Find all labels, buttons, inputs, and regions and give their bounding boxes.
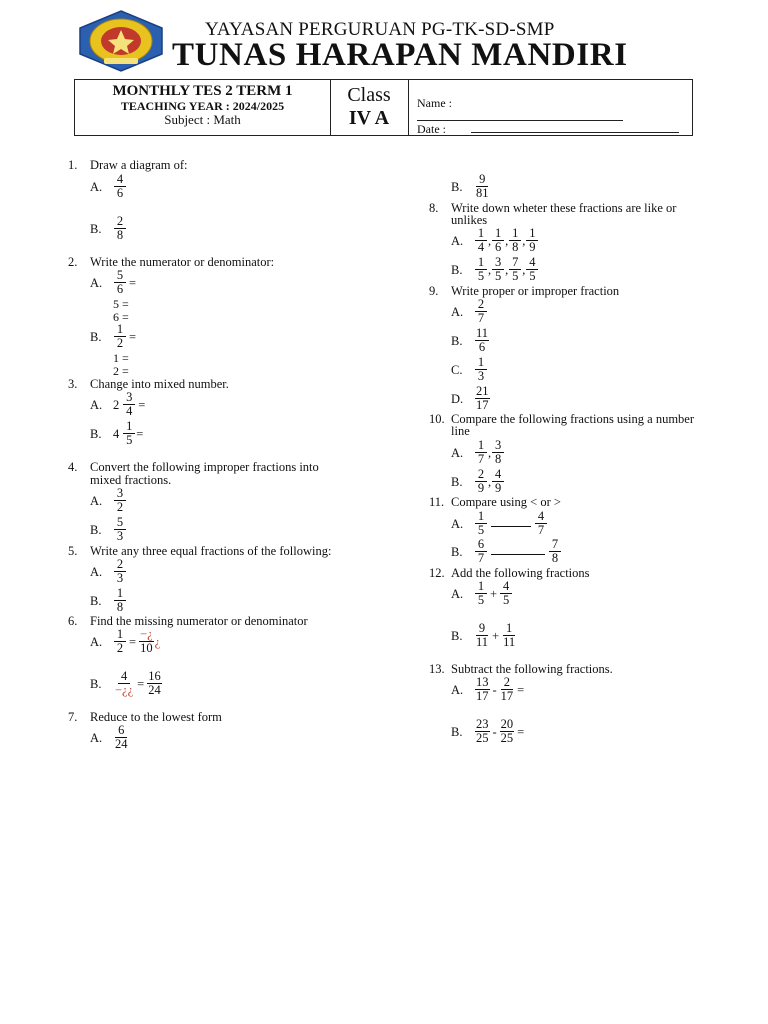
school-logo — [78, 10, 164, 72]
exam-info-table — [74, 79, 693, 136]
option-13b: B. $\frac{23}{25}$ - $\frac{20}{25}$ = — [451, 717, 525, 745]
fraction: $\frac{1}{3}$ — [475, 356, 487, 383]
question-text: Subtract the following fractions. — [451, 662, 613, 676]
option-9d: D. $\frac{21}{17}$ — [451, 384, 489, 412]
name-label: Name : — [417, 96, 452, 110]
answer-blank[interactable] — [491, 526, 531, 527]
foundation-name: YAYASAN PERGURUAN PG-TK-SD-SMP — [205, 19, 555, 40]
option-8b: B. $\frac{1}{5}$ , $\frac{3}{5}$ , $\frac{7}{5}$ , $\frac{4}{5}$ — [451, 256, 539, 283]
question-number: 1. — [68, 158, 78, 172]
fraction: $\frac{2}{17}$ — [500, 675, 514, 703]
class-value: IV A — [348, 107, 390, 129]
fraction: $\frac{1}{11}$ — [503, 621, 516, 649]
fraction: $\frac{2}{7}$ — [475, 298, 487, 325]
option-2b: B. $\frac{1}{2}$ = — [90, 322, 137, 350]
option-11a: A. $\frac{1}{5}$ $\frac{4}{7}$ — [451, 510, 548, 537]
option-10b: B. $\frac{2}{9}$ , $\frac{4}{9}$ — [451, 468, 505, 495]
fraction: $\frac{1}{6}$ — [492, 227, 504, 254]
question-text: Find the missing numerator or denominator — [90, 614, 308, 628]
fraction: $\frac{9}{81}$ — [476, 172, 489, 200]
option-4b: B. $\frac{5}{3}$ — [90, 516, 127, 543]
question-text: line — [451, 424, 470, 438]
subject: Subject : Math — [164, 112, 241, 127]
numerator-answer-line: 1 = — [113, 351, 129, 365]
test-title: MONTHLY TES 2 TERM 1 — [112, 83, 293, 99]
denominator-answer-line: 6 = — [113, 310, 129, 324]
fraction: $\frac{1}{8}$ — [509, 227, 521, 254]
name-field[interactable] — [417, 120, 623, 121]
question-text: mixed fractions. — [90, 473, 172, 487]
school-name: TUNAS HARAPAN MANDIRI — [172, 37, 628, 73]
fraction: $\frac{2}{3}$ — [114, 558, 126, 585]
option-5b: B. $\frac{1}{8}$ — [90, 587, 127, 614]
class-cell — [330, 80, 409, 135]
question-text: Write proper or improper fraction — [451, 284, 620, 298]
fraction: $\frac{4}{5}$ — [526, 256, 538, 283]
fraction: $\frac{16}{24}$ — [148, 669, 161, 697]
option-7b: B. $\frac{9}{81}$ — [451, 172, 489, 200]
option-3a: A. 2 $\frac{3}{4}$ = — [90, 390, 146, 418]
denominator-answer-line: 2 = — [113, 364, 129, 378]
question-text: Draw a diagram of: — [90, 158, 188, 172]
fraction: $\frac{3}{2}$ — [114, 487, 126, 514]
fraction: $\frac{3}{8}$ — [492, 439, 504, 466]
option-12a: A. $\frac{1}{5}$ + $\frac{4}{5}$ — [451, 580, 513, 607]
fraction: $\frac{1}{2}$ — [114, 323, 126, 350]
fraction: $\frac{13}{17}$ — [476, 675, 489, 703]
class-label: Class — [347, 84, 391, 106]
date-field[interactable] — [471, 132, 679, 133]
fraction: $\frac{11}{6}$ — [476, 326, 489, 354]
fraction: $\frac{5}{3}$ — [114, 516, 126, 543]
option-7a: A. $\frac{6}{24}$ — [90, 723, 128, 751]
fraction: $\frac{4}{6}$ — [114, 173, 126, 200]
fraction-missing-denominator: $\frac{4}{-¿¿}$ — [115, 669, 134, 697]
answer-blank[interactable] — [491, 554, 545, 555]
fraction: $\frac{1}{2}$ — [114, 628, 126, 655]
question-text: Compare using < or > — [451, 495, 561, 509]
fraction: $\frac{3}{5}$ — [492, 256, 504, 283]
teaching-year: TEACHING YEAR : 2024/2025 — [120, 99, 285, 113]
option-5a: A. $\frac{2}{3}$ — [90, 558, 127, 585]
fraction: $\frac{2}{8}$ — [114, 215, 126, 242]
fraction: $\frac{3}{4}$ — [123, 391, 135, 418]
question-text: Add the following fractions — [451, 566, 590, 580]
fraction: $\frac{21}{17}$ — [476, 384, 489, 412]
date-label: Date : — [417, 122, 446, 136]
question-text: Compare the following fractions using a number — [451, 412, 694, 426]
fraction: $\frac{1}{4}$ — [475, 227, 487, 254]
fraction: $\frac{1}{5}$ — [475, 510, 487, 537]
question-text: Write any three equal fractions of the following: — [90, 544, 332, 558]
fraction: $\frac{4}{5}$ — [500, 580, 512, 607]
fraction-missing-numerator: $\frac{-¿}{10}$ — [140, 627, 153, 655]
fraction: $\frac{1}{5}$ — [475, 256, 487, 283]
fraction: $\frac{7}{8}$ — [549, 538, 561, 565]
option-13a: A. $\frac{13}{17}$ - $\frac{2}{17}$ = — [451, 675, 525, 703]
fraction: $\frac{6}{24}$ — [115, 723, 128, 751]
option-11b: B. $\frac{6}{7}$ $\frac{7}{8}$ — [451, 538, 562, 565]
option-9a: A. $\frac{2}{7}$ — [451, 298, 488, 325]
option-12b: B. $\frac{9}{11}$ + $\frac{1}{11}$ — [451, 621, 516, 649]
option-4a: A. $\frac{3}{2}$ — [90, 487, 127, 514]
fraction: $\frac{4}{9}$ — [492, 468, 504, 495]
test-info-cell — [75, 80, 331, 135]
fraction: $\frac{1}{9}$ — [526, 227, 538, 254]
option-9c: C. $\frac{1}{3}$ — [451, 356, 488, 383]
question-text: Write down wheter these fractions are like or — [451, 201, 677, 215]
fraction: $\frac{20}{25}$ — [500, 717, 514, 745]
fraction: $\frac{1}{5}$ — [475, 580, 487, 607]
fraction: $\frac{4}{7}$ — [535, 510, 547, 537]
option-3b: B. 4 $\frac{1}{5}$ = — [90, 419, 144, 447]
option-6a: A. $\frac{1}{2}$ = $\frac{-¿}{10}$ ¿ — [90, 627, 161, 655]
numerator-answer-line: 5 = — [113, 297, 129, 311]
option-2a: A. $\frac{5}{6}$ = — [90, 268, 137, 296]
option-9b: B. $\frac{11}{6}$ — [451, 326, 489, 354]
option-1b: B. $\frac{2}{8}$ — [90, 215, 127, 242]
fraction: $\frac{1}{5}$ — [123, 420, 135, 447]
question-text: Reduce to the lowest form — [90, 710, 222, 724]
option-6b: B. $\frac{4}{-¿¿}$ = $\frac{16}{24}$ — [90, 669, 161, 697]
fraction: $\frac{7}{5}$ — [509, 256, 521, 283]
question-text: Convert the following improper fractions into — [90, 460, 319, 474]
question-text: Write the numerator or denominator: — [90, 255, 275, 269]
question-text: Change into mixed number. — [90, 377, 229, 391]
option-10a: A. $\frac{1}{7}$ , $\frac{3}{8}$ — [451, 439, 505, 466]
fraction: $\frac{1}{8}$ — [114, 587, 126, 614]
fraction: $\frac{2}{9}$ — [475, 468, 487, 495]
fraction: $\frac{5}{6}$ — [114, 269, 126, 296]
option-1a: A. $\frac{4}{6}$ — [90, 173, 127, 200]
fraction: $\frac{9}{11}$ — [476, 621, 489, 649]
fraction: $\frac{1}{7}$ — [475, 439, 487, 466]
question-text: unlikes — [451, 213, 488, 227]
option-8a: A. $\frac{1}{4}$ , $\frac{1}{6}$ , $\frac{1}{8}$ , $\frac{1}{9}$ — [451, 227, 539, 254]
fraction: $\frac{6}{7}$ — [475, 538, 487, 565]
fraction: $\frac{23}{25}$ — [476, 717, 489, 745]
